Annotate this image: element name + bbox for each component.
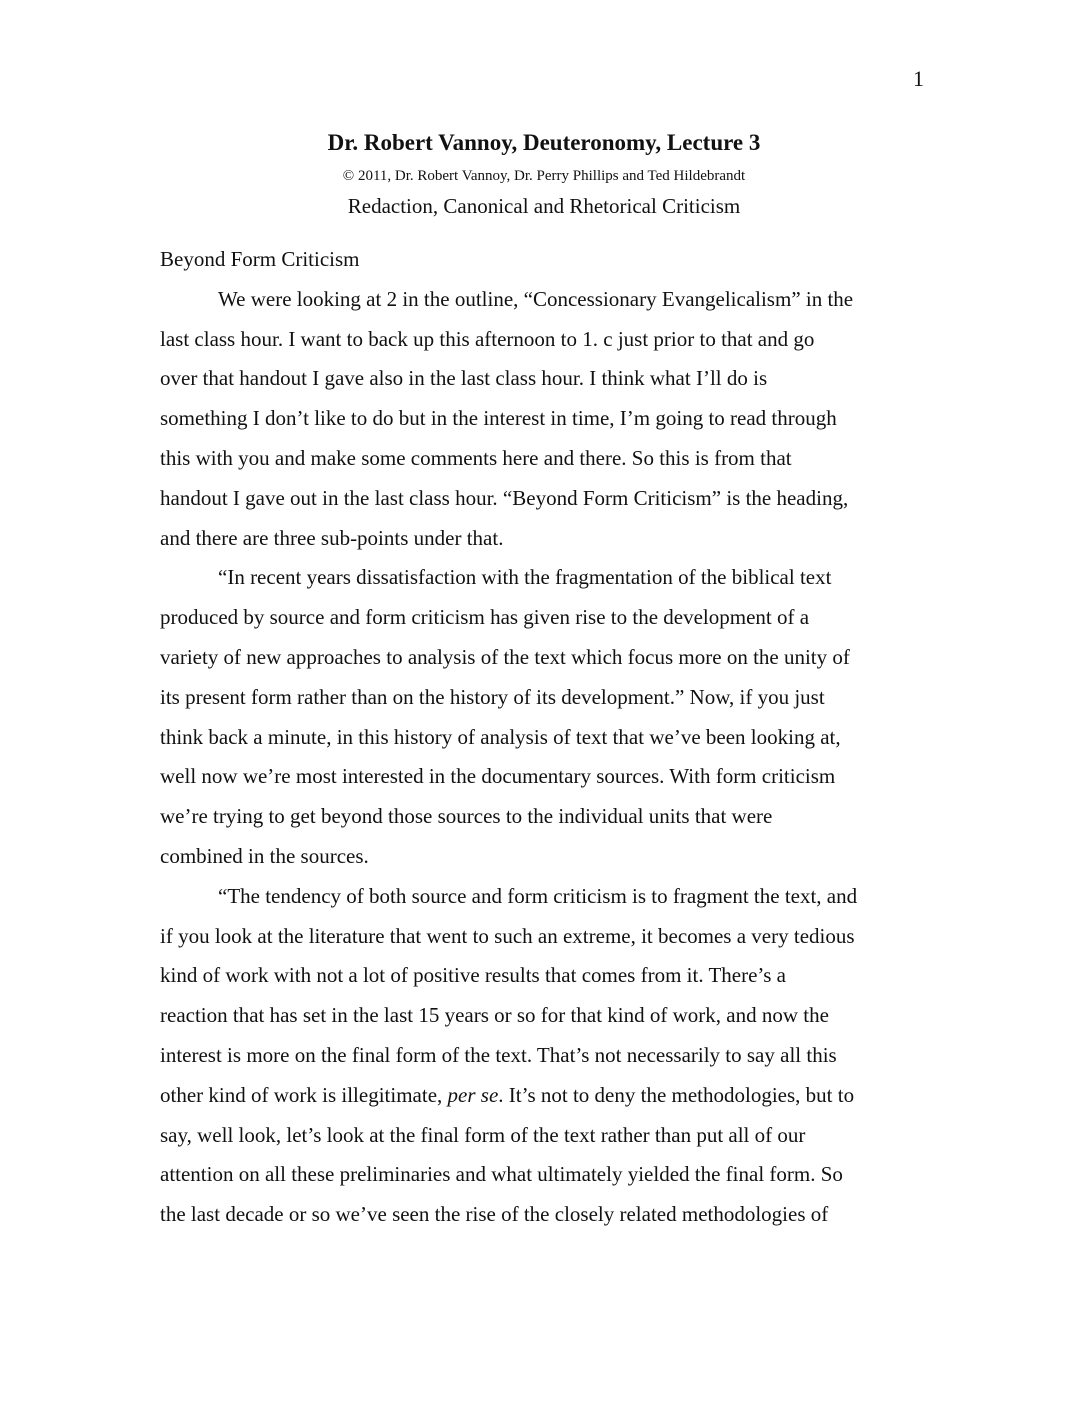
text-line: interest is more on the final form of the text. That’s not necessarily to say all this (160, 1042, 837, 1067)
page-number: 1 (913, 66, 924, 91)
paragraph-2 (160, 558, 935, 876)
text-line-with-italic (160, 1076, 935, 1116)
text-line: over that handout I gave also in the last class hour. I think what I’ll do is (160, 366, 768, 391)
text-line: attention on all these preliminaries and what ultimately yielded the final form. So (160, 1162, 843, 1187)
text-line: handout I gave out in the last class hour. “Beyond Form Criticism” is the heading, (160, 485, 849, 510)
text-line: the last decade or so we’ve seen the rise of the closely related methodologies of (160, 1202, 829, 1227)
lecture-title: Dr. Robert Vannoy, Deuteronomy, Lecture 3 (327, 130, 761, 155)
text-line: last class hour. I want to back up this afternoon to 1. c just prior to that and go (160, 326, 815, 351)
text-line: say, well look, let’s look at the final form of the text rather than put all of our (160, 1122, 806, 1147)
text-line: We were looking at 2 in the outline, “Concessionary Evangelicalism” in the (218, 286, 854, 311)
text-segment: other kind of work is illegitimate, (160, 1082, 448, 1107)
text-line: kind of work with not a lot of positive results that comes from it. There’s a (160, 963, 787, 988)
text-line: its present form rather than on the history of its development.” Now, if you just (160, 684, 825, 709)
document-body (160, 240, 935, 1235)
text-line: produced by source and form criticism has given rise to the development of a (160, 605, 810, 630)
text-line: “In recent years dissatisfaction with the fragmentation of the biblical text (218, 565, 832, 590)
italic-term: per se (447, 1082, 499, 1107)
text-line: we’re trying to get beyond those sources to the individual units that were (160, 804, 773, 829)
document-header (0, 128, 1088, 220)
text-line: combined in the sources. (160, 843, 369, 868)
text-line: “The tendency of both source and form criticism is to fragment the text, and (218, 883, 858, 908)
text-line: well now we’re most interested in the documentary sources. With form criticism (160, 764, 836, 789)
text-line: this with you and make some comments here and there. So this is from that (160, 445, 792, 470)
text-line: reaction that has set in the last 15 years or so for that kind of work, and now the (160, 1003, 829, 1028)
paragraph-3 (160, 877, 935, 1235)
lecture-subtitle: Redaction, Canonical and Rhetorical Criticism (347, 194, 741, 218)
text-segment: . It’s not to deny the methodologies, but to (498, 1082, 855, 1107)
section-heading: Beyond Form Criticism (160, 247, 360, 271)
text-line: something I don’t like to do but in the interest in time, I’m going to read through (160, 406, 837, 431)
copyright-line: © 2011, Dr. Robert Vannoy, Dr. Perry Phillips and Ted Hildebrandt (342, 168, 746, 184)
text-line: think back a minute, in this history of analysis of text that we’ve been looking at, (160, 724, 841, 749)
text-line: and there are three sub-points under that. (160, 525, 504, 550)
paragraph-1 (160, 280, 935, 559)
text-line: variety of new approaches to analysis of the text which focus more on the unity of (160, 644, 850, 669)
text-line: if you look at the literature that went to such an extreme, it becomes a very tedious (160, 923, 855, 948)
